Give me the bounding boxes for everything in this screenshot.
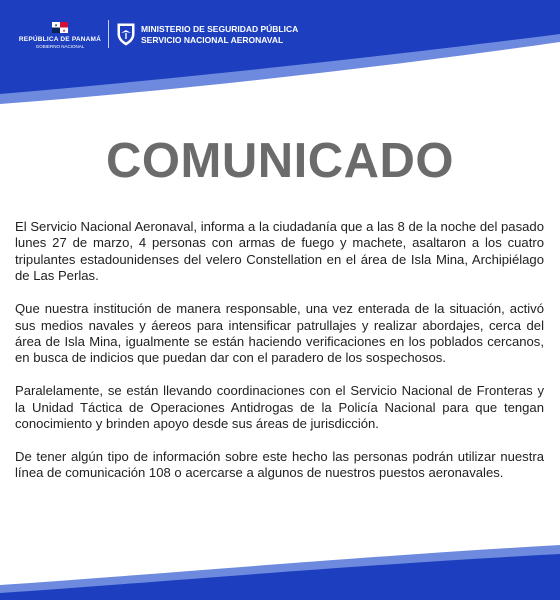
paragraph-1: El Servicio Nacional Aeronaval, informa a la ciudadanía que a las 8 de la noche del pasado lunes 27 de marzo, 4 personas con armas de fuego y machete, asaltaron a los cuatro tripulantes estadounidenses del velero Constellation en el área de Isla Mina, Archipiélago de Las Perlas. (15, 219, 544, 284)
paragraph-4: De tener algún tipo de información sobre este hecho las personas podrán utilizar nuestra línea de comunicación 108 o acercarse a algunos de nuestros puestos aeronavales. (15, 448, 544, 481)
header-wave-shape (0, 0, 560, 110)
svg-text:★: ★ (62, 27, 66, 33)
header-band (0, 0, 560, 110)
government-logo (16, 22, 104, 49)
communique-body (15, 219, 544, 498)
country-name: REPÚBLICA DE PANAMÁ (18, 36, 102, 43)
ministry-name: MINISTERIO DE SEGURIDAD PÚBLICA (141, 24, 299, 34)
panama-flag-icon (52, 22, 68, 33)
header-divider (108, 20, 109, 48)
footer-wave-band (0, 545, 560, 600)
paragraph-2: Que nuestra institución de manera responsable, una vez enterada de la situación, activó sus medios navales y áereos para intensificar patrullajes y realizar abordajes, cerca del área de Isla Mina, igualmente se están haciendo verificaciones en los poblados cercanos, en busca de indicios que puedan dar con el paradero de los sospechosos. (15, 301, 544, 366)
ministry-logo-text (141, 24, 298, 46)
government-label: GOBIERNO NACIONAL (35, 44, 85, 49)
svg-text:★: ★ (54, 22, 58, 28)
aeronaval-shield-icon (116, 22, 136, 46)
paragraph-3: Paralelamente, se están llevando coordinaciones con el Servicio Nacional de Fronteras y la Unidad Táctica de Operaciones Antidrogas de la Policía Nacional para que tengan conocimiento y brinden apoyo desde sus áreas de jurisdicción. (15, 383, 544, 432)
service-name: SERVICIO NACIONAL AERONAVAL (141, 35, 284, 45)
page-title: COMUNICADO (106, 134, 454, 188)
